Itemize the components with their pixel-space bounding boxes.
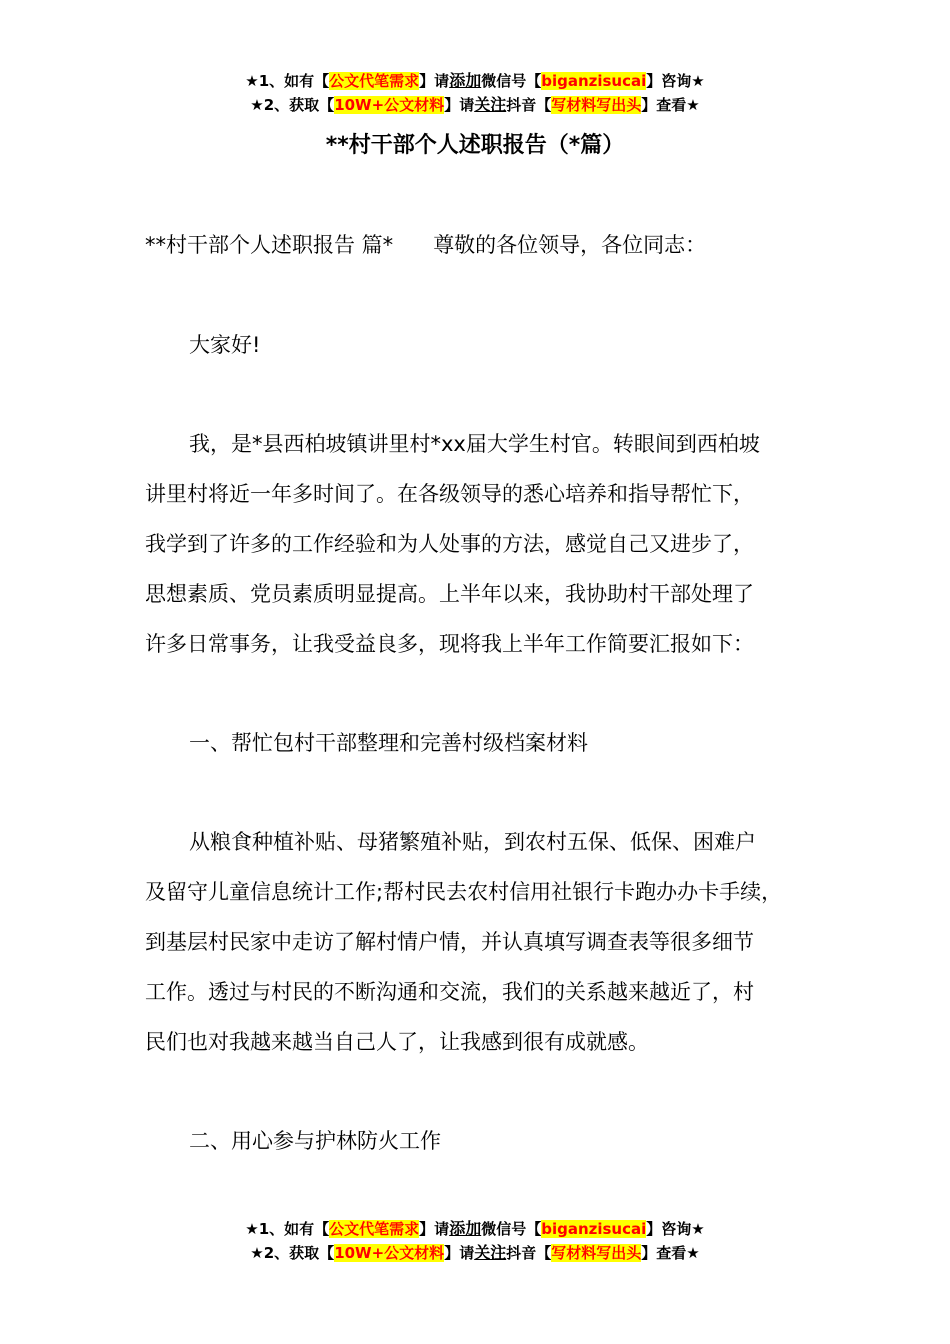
footer-promo-line-2: ★2、获取【10W+公文材料】请关注抖音【写材料写出头】查看★ [250,1243,700,1262]
paragraph-line: 许多日常事务，让我受益良多，现将我上半年工作简要汇报如下： [145,632,754,656]
paragraph-intro [145,419,835,669]
header-promo-line-2: ★2、获取【10W+公文材料】请关注抖音【写材料写出头】查看★ [250,95,700,114]
greeting: 大家好! [189,333,261,357]
paragraph-line: 到基层村民家中走访了解村情户情，并认真填写调查表等很多细节 [145,930,754,954]
footer-highlight-wechat: biganzisucai [541,1220,647,1238]
section-heading-1: 一、帮忙包村干部整理和完善村级档案材料 [189,731,588,755]
subtitle-line [145,220,835,270]
paragraph-line: 及留守儿童信息统计工作;帮村民去农村信用社银行卡跑办办卡手续， [145,880,783,904]
header-highlight-wechat: biganzisucai [541,72,647,90]
paragraph-section-1 [145,817,835,1067]
document-title: **村干部个人述职报告（*篇） [325,133,625,158]
paragraph-line: 我学到了许多的工作经验和为人处事的方法，感觉自己又进步了， [145,532,754,556]
paragraph-line: 从粮食种植补贴、母猪繁殖补贴，到农村五保、低保、困难户 [189,830,756,854]
document-subtitle: **村干部个人述职报告 篇* [145,233,394,257]
paragraph-line: 我，是*县西柏坡镇讲里村*xx届大学生村官。转眼间到西柏坡 [189,432,760,456]
header-highlight-service: 公文代笔需求 [329,72,420,90]
footer-promo-line-1: ★1、如有【公文代笔需求】请添加微信号【biganzisucai】咨询★ [245,1219,705,1238]
section-heading-2: 二、用心参与护林防火工作 [189,1129,441,1153]
paragraph-line: 民们也对我越来越当自己人了，让我感到很有成就感。 [145,1030,649,1054]
footer-highlight-douyin: 写材料写出头 [551,1244,642,1262]
paragraph-line: 思想素质、党员素质明显提高。上半年以来，我协助村干部处理了 [145,582,754,606]
paragraph-line: 工作。透过与村民的不断沟通和交流，我们的关系越来越近了，村 [145,980,754,1004]
header-highlight-douyin: 写材料写出头 [551,96,642,114]
header-promo-line-1: ★1、如有【公文代笔需求】请添加微信号【biganzisucai】咨询★ [245,71,705,90]
footer-highlight-service: 公文代笔需求 [329,1220,420,1238]
salutation: 尊敬的各位领导，各位同志： [433,233,707,257]
header-highlight-materials: 10W+公文材料 [334,96,445,114]
footer-highlight-materials: 10W+公文材料 [334,1244,445,1262]
paragraph-line: 讲里村将近一年多时间了。在各级领导的悉心培养和指导帮忙下， [145,482,754,506]
